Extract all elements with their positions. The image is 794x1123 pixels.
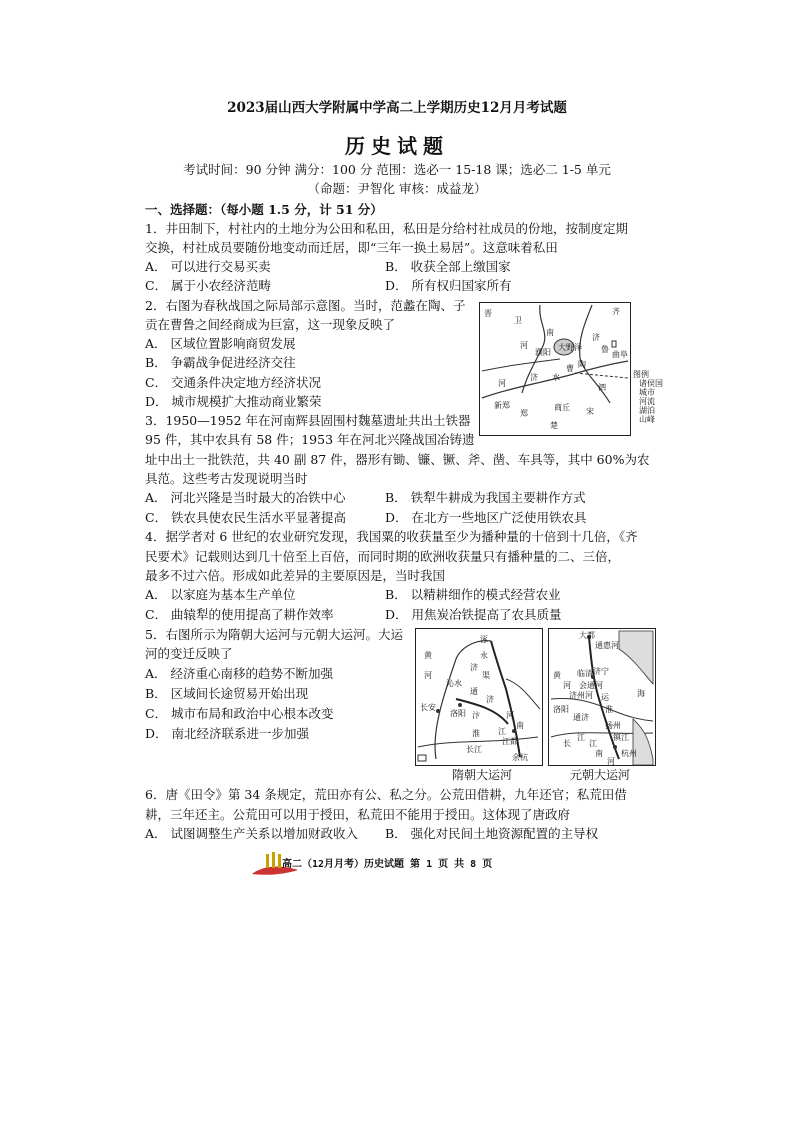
q4-stem-line: 最多不过六倍。形成如此差异的主要原因是，当时我国 bbox=[145, 568, 446, 583]
map-label: 通惠河 bbox=[595, 641, 619, 650]
map-label: 涿 bbox=[480, 635, 488, 644]
map-label: 曹 bbox=[566, 364, 574, 373]
map-label: 洛阳 bbox=[553, 705, 569, 714]
map-label: 渠 bbox=[482, 671, 490, 680]
map-label: 黄 bbox=[553, 671, 561, 680]
map-label: 长安 bbox=[420, 703, 436, 712]
q2-stem-line: 2．右图为春秋战国之际局部示意图。当时，范蠡在陶、子 bbox=[145, 298, 466, 313]
legend-item: 城市 bbox=[639, 388, 655, 397]
q5-option-c: C． 城市布局和政治中心根本改变 bbox=[145, 706, 334, 721]
map-label: 江都 bbox=[502, 737, 518, 746]
map-label: 淮 bbox=[472, 729, 480, 738]
map-label: 鲁 bbox=[601, 345, 609, 354]
map-label: 陶 bbox=[578, 360, 586, 369]
legend-item: 山峰 bbox=[639, 415, 655, 424]
map-label: 海 bbox=[637, 689, 645, 698]
map-label: 长江 bbox=[466, 745, 482, 754]
map-label: 大都 bbox=[579, 631, 595, 640]
map-label: 南 bbox=[516, 721, 524, 730]
map-label: 济 bbox=[530, 373, 538, 382]
map-label: 济州河 bbox=[569, 691, 593, 700]
q3-option-d: D． 在北方一些地区广泛使用铁农具 bbox=[385, 510, 587, 525]
q1-stem-line: 交换，村社成员要随份地变动而迁居，即“三年一换土易居”。这意味着私田 bbox=[145, 240, 558, 255]
map-label: 南 bbox=[595, 749, 603, 758]
exam-title: 2023届山西大学附属中学高二上学期历史12月月考试题 bbox=[227, 100, 567, 116]
q5-stem-line: 5．右图所示为隋朝大运河与元朝大运河。大运 bbox=[145, 627, 403, 642]
q5-stem-line: 河的变迁反映了 bbox=[145, 646, 233, 661]
q2-option-b: B． 争霸战争促进经济交往 bbox=[145, 355, 296, 370]
map-label: 新郑 bbox=[494, 401, 510, 410]
map-label: 永 bbox=[480, 651, 488, 660]
map-label: 余杭 bbox=[512, 753, 528, 762]
q3-stem-line: 3．1950—1952 年在河南辉县固围村魏墓遗址共出土铁器 bbox=[145, 413, 471, 428]
q2-option-d: D． 城市规模扩大推动商业繁荣 bbox=[145, 394, 322, 409]
map-label: 扬州 bbox=[605, 721, 621, 730]
map-label: 长 bbox=[563, 739, 571, 748]
map-label: 会通河 bbox=[579, 681, 603, 690]
map-legend bbox=[633, 370, 673, 424]
q2-option-a: A． 区域位置影响商贸发展 bbox=[145, 336, 296, 351]
sui-map-caption: 隋朝大运河 bbox=[452, 768, 513, 782]
yuan-map-caption: 元朝大运河 bbox=[570, 768, 631, 782]
q5-option-a: A． 经济重心南移的趋势不断加强 bbox=[145, 666, 334, 681]
exam-authors: （命题：尹智化 审核：成益龙） bbox=[307, 181, 487, 196]
map-label: 曲阜 bbox=[612, 350, 628, 359]
q3-stem-line: 具范。这些考古发现说明当时 bbox=[145, 471, 308, 486]
q3-stem-line: 95 件，其中农具有 58 件；1953 年在河北兴隆战国冶铸遗 bbox=[145, 432, 475, 447]
map-label: 济 bbox=[470, 663, 478, 672]
q1-option-b: B． 收获全部上缴国家 bbox=[385, 259, 511, 274]
map-label: 镇江 bbox=[613, 733, 629, 742]
map-label: 杭州 bbox=[621, 749, 637, 758]
q6-option-a: A． 试图调整生产关系以增加财政收入 bbox=[145, 826, 359, 841]
map-label: 江 bbox=[589, 739, 597, 748]
map-label: 河 bbox=[563, 681, 571, 690]
map-label: 大野泽 bbox=[558, 343, 582, 352]
q2-option-c: C． 交通条件决定地方经济状况 bbox=[145, 375, 322, 390]
map-label: 黄 bbox=[424, 651, 432, 660]
q1-option-c: C． 属于小农经济范畴 bbox=[145, 278, 272, 293]
q2-stem-line: 贡在曹鲁之间经商成为巨富，这一现象反映了 bbox=[145, 317, 396, 332]
map-label: 淮 bbox=[605, 705, 613, 714]
map-label: 水 bbox=[552, 373, 560, 382]
q4-option-b: B． 以精耕细作的模式经营农业 bbox=[385, 587, 561, 602]
map-label: 齐 bbox=[612, 307, 620, 316]
map-label: 濮阳 bbox=[535, 348, 551, 357]
map-label: 楚 bbox=[550, 421, 558, 430]
legend-item: 河流 bbox=[639, 397, 655, 406]
q4-option-c: C． 曲辕犁的使用提高了耕作效率 bbox=[145, 607, 334, 622]
map-label: 洛阳 bbox=[450, 709, 466, 718]
map-label: 通 bbox=[470, 687, 478, 696]
map-label: 南 bbox=[546, 328, 554, 337]
map-label: 河 bbox=[424, 671, 432, 680]
legend-item: 图例 bbox=[633, 370, 649, 379]
q4-stem-line: 民要术》记载则达到几十倍至上百倍，而同时期的欧洲收获量只有播种量的二、三倍， bbox=[145, 549, 621, 564]
map-label: 河 bbox=[506, 711, 514, 720]
legend-item: 湖泊 bbox=[639, 406, 655, 415]
q4-option-d: D． 用焦炭冶铁提高了农具质量 bbox=[385, 607, 562, 622]
q5-option-d: D． 南北经济联系进一步加强 bbox=[145, 726, 309, 741]
map-label: 河 bbox=[607, 757, 615, 766]
section-heading: 一、选择题：（每小题 1.5 分，计 51 分） bbox=[145, 202, 383, 217]
q6-stem-line: 6．唐《田令》第 34 条规定，荒田亦有公、私之分。公荒田借耕，九年还官；私荒田借 bbox=[145, 787, 627, 802]
map-label: 江 bbox=[498, 727, 506, 736]
map-label: 运 bbox=[601, 693, 609, 702]
q1-stem-line: 1．井田制下，村社内的土地分为公田和私田，私田是分给村社成员的份地，按制度定期 bbox=[145, 221, 628, 236]
q3-stem-line: 址中出土一批铁范，共 40 副 87 件，器形有锄、镰、镢、斧、凿、车具等，其中 60%为农 bbox=[145, 452, 650, 467]
subject-title: 历史试题 bbox=[345, 134, 449, 158]
yuan-canal-map bbox=[548, 628, 656, 766]
map-label: 河 bbox=[520, 341, 528, 350]
map-label: 济 bbox=[592, 333, 600, 342]
q1-option-a: A． 可以进行交易买卖 bbox=[145, 259, 271, 274]
exam-info: 考试时间：90 分钟 满分：100 分 范围：选必一 15-18 课；选必二 1-5 单元 bbox=[183, 162, 611, 177]
map-rivers bbox=[480, 303, 630, 435]
map-label: 宋 bbox=[586, 407, 594, 416]
q3-option-a: A． 河北兴隆是当时最大的冶铁中心 bbox=[145, 490, 346, 505]
map-label: 济 bbox=[486, 695, 494, 704]
q6-option-b: B． 强化对民间土地资源配置的主导权 bbox=[385, 826, 599, 841]
map-label: 临清 bbox=[577, 669, 593, 678]
map-label: 河 bbox=[498, 379, 506, 388]
map-label: 晋 bbox=[484, 309, 492, 318]
map-label: 沁水 bbox=[446, 679, 462, 688]
map-label: 通济 bbox=[573, 713, 589, 722]
map-label: 郑 bbox=[520, 409, 528, 418]
spring-autumn-map bbox=[479, 302, 631, 436]
legend-item: 诸侯国 bbox=[639, 379, 663, 388]
map-label: 商丘 bbox=[554, 403, 570, 412]
q1-option-d: D． 所有权归国家所有 bbox=[385, 278, 512, 293]
map-label: 济宁 bbox=[593, 667, 609, 676]
q5-option-b: B． 区域间长途贸易开始出现 bbox=[145, 686, 309, 701]
map-label: 汴 bbox=[472, 711, 480, 720]
map-label: 江 bbox=[577, 733, 585, 742]
page-footer: 高二（12月月考）历史试题 第 1 页 共 8 页 bbox=[282, 859, 493, 870]
q6-stem-line: 耕，三年还主。公荒田可以用于授田，私荒田不能用于授田。这体现了唐政府 bbox=[145, 807, 571, 822]
map-label: 泗 bbox=[598, 383, 606, 392]
q3-option-c: C． 铁农具使农民生活水平显著提高 bbox=[145, 510, 347, 525]
q4-option-a: A． 以家庭为基本生产单位 bbox=[145, 587, 296, 602]
q4-stem-line: 4．据学者对 6 世纪的农业研究发现，我国粟的收获量至少为播种量的十倍到十几倍，《齐 bbox=[145, 529, 638, 544]
q3-option-b: B． 铁犁牛耕成为我国主要耕作方式 bbox=[385, 490, 586, 505]
map-label: 卫 bbox=[514, 316, 522, 325]
sui-canal-map bbox=[415, 628, 543, 766]
